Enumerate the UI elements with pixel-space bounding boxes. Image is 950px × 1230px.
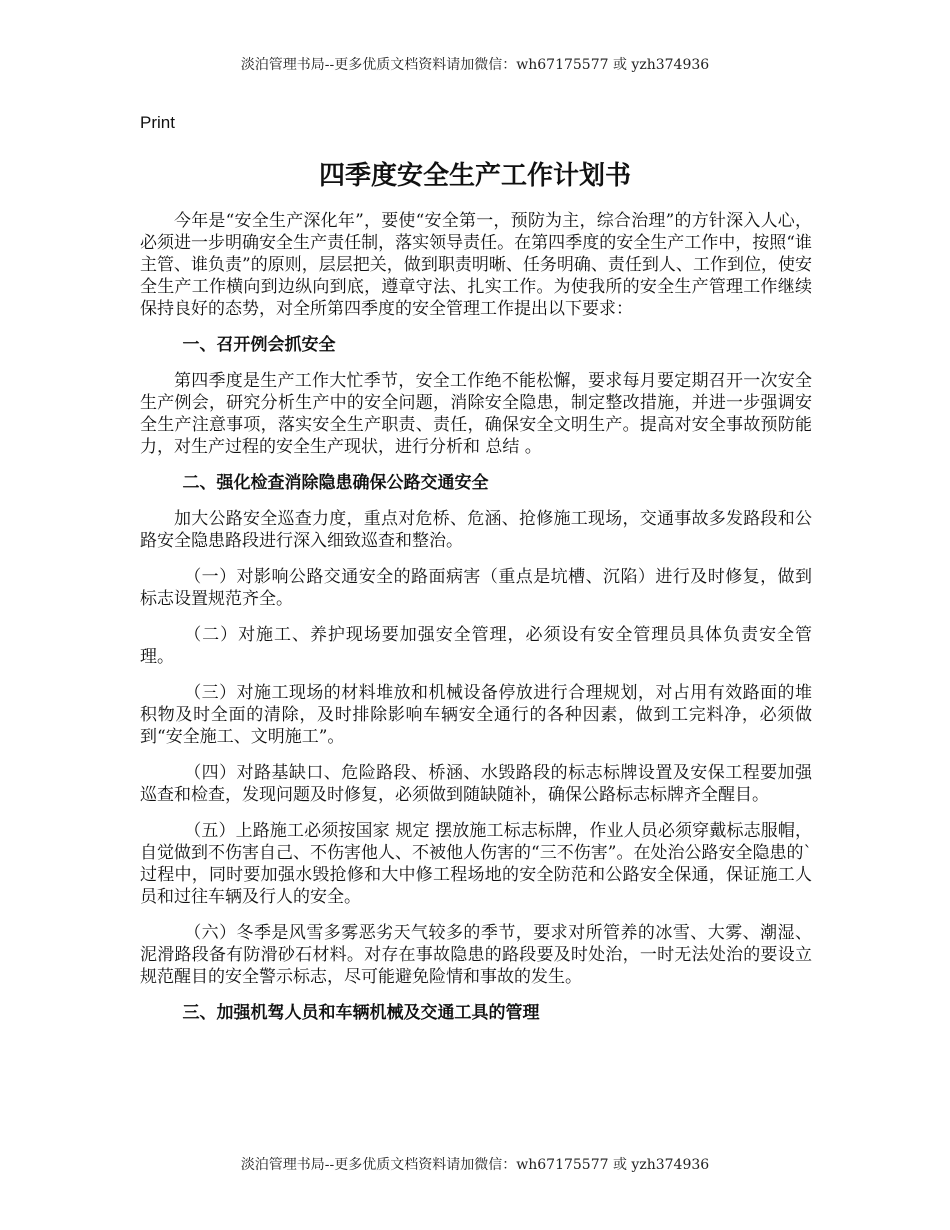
list-item: （一）对影响公路交通安全的路面病害（重点是坑槽、沉陷）进行及时修复，做到标志设置规范齐全。	[140, 567, 812, 609]
section-heading-3: 三、加强机驾人员和车辆机械及交通工具的管理	[182, 1003, 540, 1023]
document-body	[140, 210, 812, 1038]
section-heading-2: 二、强化检查消除隐患确保公路交通安全	[182, 473, 489, 493]
intro-paragraph: 今年是“安全生产深化年”，要使“安全第一，预防为主，综合治理”的方针深入人心，必须进一步明确安全生产责任制，落实领导责任。在第四季度的安全生产工作中，按照“谁主管、谁负责”的原则，层层把关，做到职责明晰、任务明确、责任到人、工作到位，使安全生产工作横向到边纵向到底，遵章守法、扎实工作。为使我所的安全生产管理工作继续保持良好的态势，对全所第四季度的安全管理工作提出以下要求：	[140, 211, 812, 319]
list-item: （四）对路基缺口、危险路段、桥涵、水毁路段的标志标牌设置及安保工程要加强巡查和检查，发现问题及时修复，必须做到随缺随补，确保公路标志标牌齐全醒目。	[140, 763, 812, 805]
print-label: Print	[140, 113, 175, 132]
list-item: （三）对施工现场的材料堆放和机械设备停放进行合理规划，对占用有效路面的堆积物及时全面的清除，及时排除影响车辆安全通行的各种因素，做到工完料净，必须做到“安全施工、文明施工”。	[140, 683, 812, 747]
page-header: 淡泊管理书局--更多优质文档资料请加微信：wh67175577 或 yzh374936	[240, 57, 710, 73]
page-footer: 淡泊管理书局--更多优质文档资料请加微信：wh67175577 或 yzh374936	[240, 1157, 710, 1173]
list-item: （二）对施工、养护现场要加强安全管理，必须设有安全管理员具体负责安全管理。	[140, 625, 812, 667]
section-1-paragraph: 第四季度是生产工作大忙季节，安全工作绝不能松懈，要求每月要定期召开一次安全生产例会，研究分析生产中的安全问题，消除安全隐患，制定整改措施，并进一步强调安全生产注意事项，落实安全生产职责、责任，确保安全文明生产。提高对安全事故预防能力，对生产过程的安全生产现状，进行分析和 总结 。	[140, 371, 812, 457]
list-item: （五）上路施工必须按国家 规定 摆放施工标志标牌，作业人员必须穿戴标志服帽，自觉做到不伤害自己、不伤害他人、不被他人伤害的“三不伤害”。在处治公路安全隐患的`过程中，同时要加强水毁抢修和大中修工程场地的安全防范和公路安全保通，保证施工人员和过往车辆及行人的安全。	[140, 821, 812, 907]
section-2-paragraph: 加大公路安全巡查力度，重点对危桥、危涵、抢修施工现场，交通事故多发路段和公路安全隐患路段进行深入细致巡查和整治。	[140, 509, 812, 551]
document-title: 四季度安全生产工作计划书	[318, 161, 631, 191]
section-heading-1: 一、召开例会抓安全	[182, 335, 336, 355]
list-item: （六）冬季是风雪多雾恶劣天气较多的季节，要求对所管养的冰雪、大雾、潮湿、泥滑路段备有防滑砂石材料。对存在事故隐患的路段要及时处治，一时无法处治的要设立规范醒目的安全警示标志，尽可能避免险情和事故的发生。	[140, 923, 812, 987]
